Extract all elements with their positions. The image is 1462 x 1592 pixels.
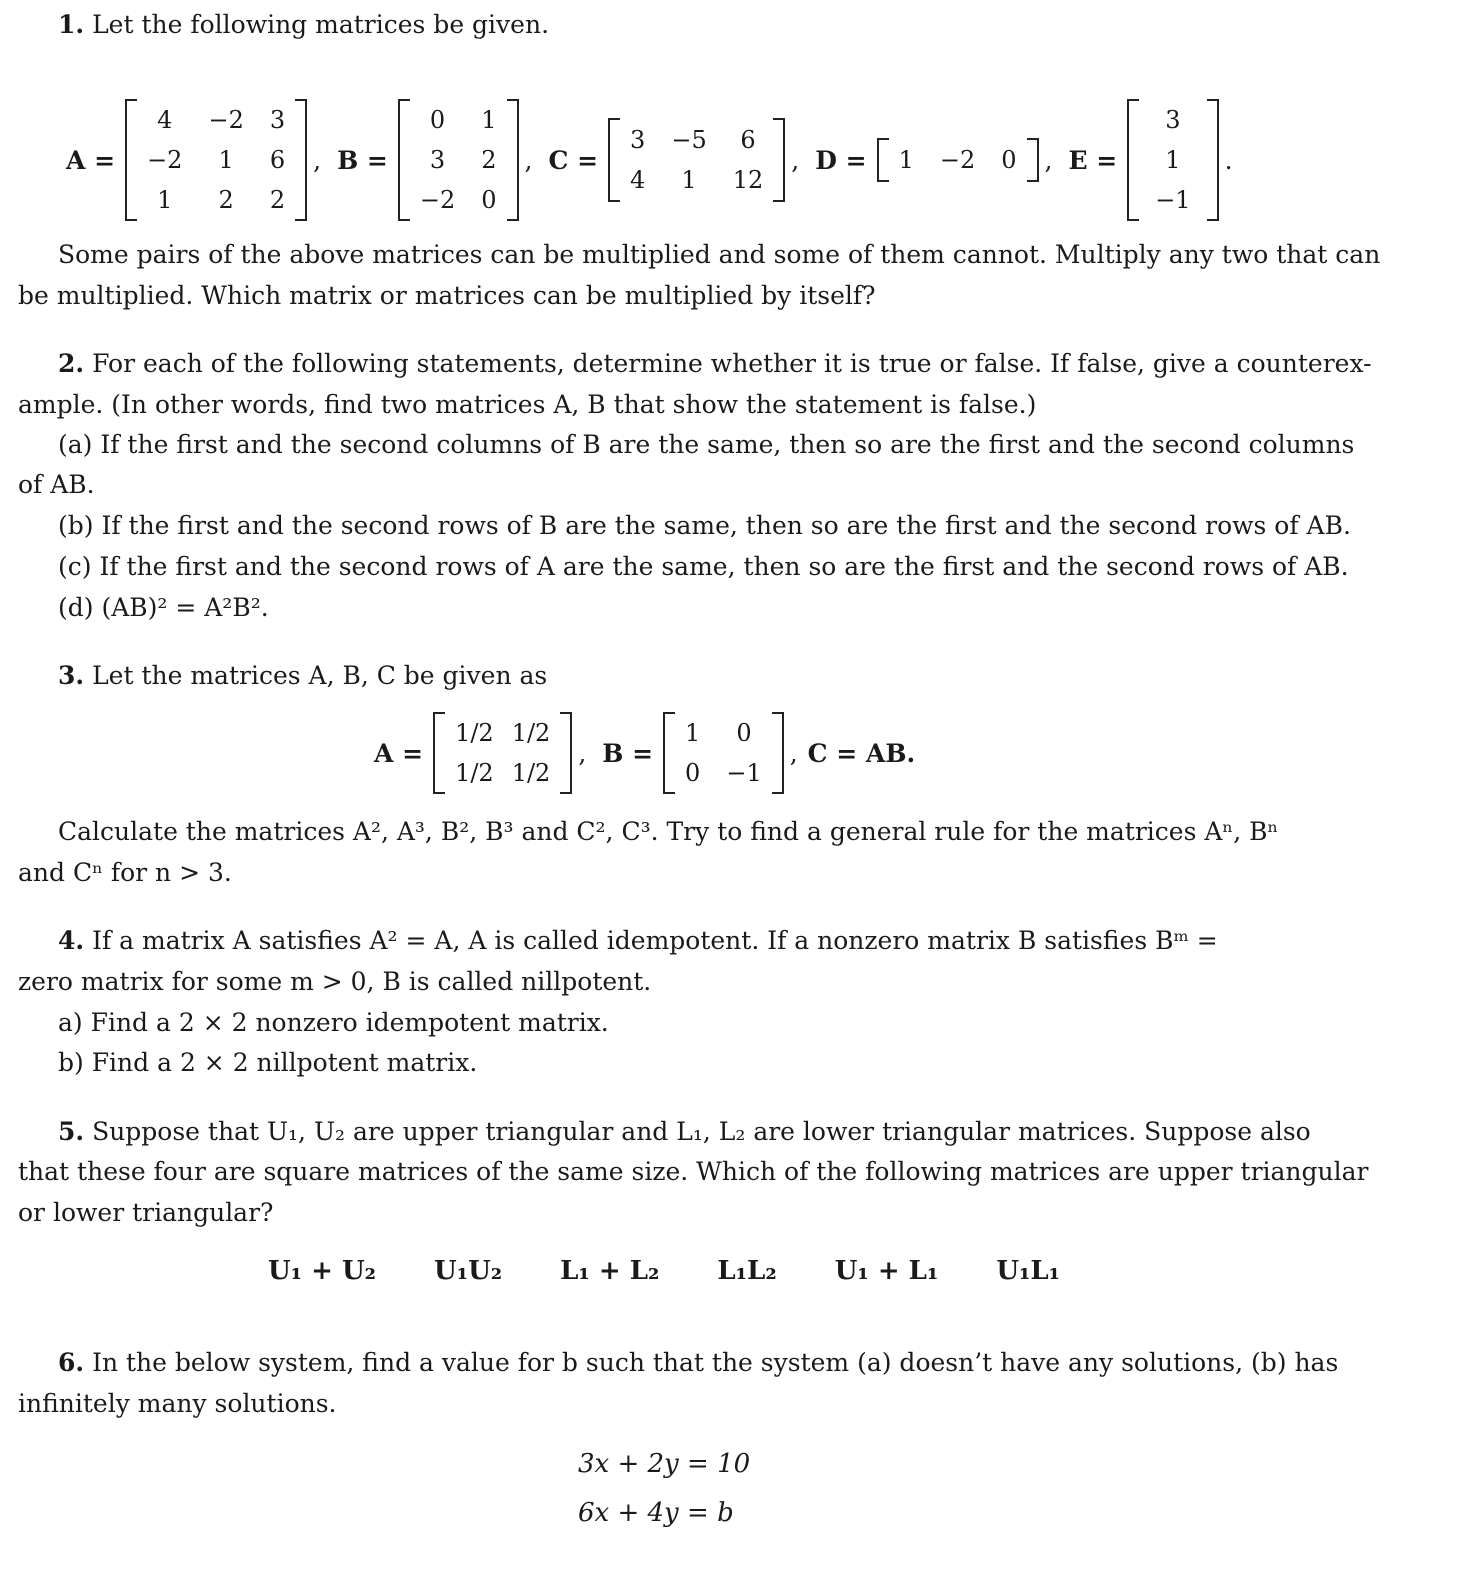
matrix-cell: 1 bbox=[681, 166, 697, 194]
matrix-label-d: D = bbox=[815, 145, 867, 175]
matrix-cell: 6 bbox=[269, 146, 286, 174]
problem-2-part-c: (c) If the first and the second rows of A are the same, then so are the first and the second rows of AB. bbox=[58, 552, 1349, 581]
problem-number: 4. bbox=[58, 926, 85, 955]
matrix-a-half bbox=[433, 712, 572, 794]
matrix-cell: −2 bbox=[208, 106, 244, 134]
matrix-cell: 0 bbox=[481, 186, 497, 214]
problem-3-intro bbox=[58, 659, 1312, 693]
matrix-cell: 4 bbox=[630, 166, 646, 194]
problem-1-intro bbox=[58, 8, 1312, 42]
matrix-cell: 0 bbox=[429, 106, 446, 134]
matrix-label-c: C = bbox=[548, 145, 599, 175]
matrix-cell: 1/2 bbox=[455, 759, 494, 787]
product-expression: U₁U₂ bbox=[434, 1256, 503, 1286]
matrix-cell: 2 bbox=[481, 146, 497, 174]
matrix-cell: 2 bbox=[218, 186, 234, 214]
matrix-cell: 2 bbox=[269, 186, 286, 214]
matrix-cell: −2 bbox=[939, 146, 976, 174]
problem-5-intro bbox=[58, 1115, 1312, 1149]
problem-6-intro bbox=[58, 1346, 1339, 1380]
matrix-a bbox=[125, 99, 307, 221]
matrix-cell: −5 bbox=[671, 126, 707, 154]
problem-2-intro bbox=[58, 347, 1372, 381]
matrix-cell: 12 bbox=[732, 166, 764, 194]
problem-2-part-a-2: of AB. bbox=[18, 470, 95, 499]
problem-text: In the below system, find a value for b such that the system (a) doesn’t have any solutions, (b) has bbox=[92, 1348, 1339, 1377]
product-expression: U₁ + U₂ bbox=[268, 1256, 377, 1286]
matrix-definitions-row: A = 4 −2 3 −2 1 6 1 2 2 , B = 0 1 3 2 −2 0 , C = 3 −5 6 4 1 12 , D = 1 −2 0 , E = 3 1 −1 . bbox=[60, 98, 1243, 222]
matrix-cell: 3 bbox=[429, 146, 446, 174]
matrix-label-b: B = bbox=[337, 145, 388, 175]
matrix-label-b: B = bbox=[602, 738, 654, 768]
matrix-label-e: E = bbox=[1068, 145, 1118, 175]
problem-number: 1. bbox=[58, 10, 85, 39]
matrix-cell: 1 bbox=[685, 719, 701, 747]
problem-text: For each of the following statements, determine whether it is true or false. If false, give a counterex- bbox=[92, 349, 1372, 378]
matrix-c bbox=[608, 118, 785, 202]
matrix-cell: 4 bbox=[157, 106, 173, 134]
matrix-cell: 1/2 bbox=[511, 759, 551, 787]
matrix-cell: 1 bbox=[157, 186, 173, 214]
product-expression: L₁ + L₂ bbox=[560, 1256, 660, 1286]
problem-1-text-1: Some pairs of the above matrices can be multiplied and some of them cannot. Multiply any two that can bbox=[58, 240, 1381, 269]
matrix-cell: −1 bbox=[726, 759, 762, 787]
matrix-c-definition: C = AB. bbox=[807, 738, 916, 768]
problem-5-text-2: that these four are square matrices of the same size. Which of the following matrices are upper triangular bbox=[18, 1157, 1369, 1186]
problem-2-text-2: ample. (In other words, find two matrices A, B that show the statement is false.) bbox=[18, 390, 1037, 419]
matrix-b-diag bbox=[663, 712, 784, 794]
product-expression: L₁L₂ bbox=[717, 1256, 777, 1286]
matrix-cell: 1/2 bbox=[455, 719, 494, 747]
problem-text: If a matrix A satisfies A² = A, A is called idempotent. If a nonzero matrix B satisfies Bᵐ = bbox=[92, 926, 1218, 955]
matrix-d bbox=[877, 138, 1039, 182]
matrix-cell: 3 bbox=[630, 126, 646, 154]
matrix-cell: 6 bbox=[740, 126, 756, 154]
matrix-cell: −2 bbox=[147, 146, 183, 174]
matrix-e bbox=[1127, 99, 1218, 221]
problem-6-text-2: infinitely many solutions. bbox=[18, 1389, 337, 1418]
problem-5-text-3: or lower triangular? bbox=[18, 1198, 274, 1227]
problem-4-text-2: zero matrix for some m > 0, B is called nillpotent. bbox=[18, 967, 652, 996]
matrix-b bbox=[398, 99, 519, 221]
matrix-cell: 3 bbox=[1165, 106, 1181, 134]
matrix-cell: 1 bbox=[898, 146, 914, 174]
product-expression: U₁L₁ bbox=[996, 1256, 1061, 1286]
problem-3-text-2: and Cⁿ for n > 3. bbox=[18, 858, 232, 887]
problem-text: Let the matrices A, B, C be given as bbox=[92, 661, 548, 690]
problem-number: 6. bbox=[58, 1348, 85, 1377]
matrix-cell: 3 bbox=[269, 106, 286, 134]
problem-1-text-2: be multiplied. Which matrix or matrices can be multiplied by itself? bbox=[18, 281, 876, 310]
matrix-cell: −1 bbox=[1155, 186, 1191, 214]
problem-text: Suppose that U₁, U₂ are upper triangular and L₁, L₂ are lower triangular matrices. Suppose also bbox=[92, 1117, 1311, 1146]
problem-number: 2. bbox=[58, 349, 85, 378]
problem-3-matrices: A = 1/2 1/2 1/2 1/2 , B = 1 0 0 −1 , C = AB. bbox=[368, 710, 915, 796]
matrix-cell: 0 bbox=[685, 759, 701, 787]
problem-number: 3. bbox=[58, 661, 85, 690]
matrix-label-a: A = bbox=[374, 738, 424, 768]
problem-2-part-b: (b) If the first and the second rows of B are the same, then so are the first and the second rows of AB. bbox=[58, 511, 1351, 540]
problem-4-part-b: b) Find a 2 × 2 nillpotent matrix. bbox=[58, 1048, 478, 1077]
equation-1: 3x + 2y = 10 bbox=[578, 1449, 751, 1479]
problem-text: Let the following matrices be given. bbox=[92, 10, 550, 39]
matrix-cell: 1 bbox=[218, 146, 234, 174]
problem-4-part-a: a) Find a 2 × 2 nonzero idempotent matrix. bbox=[58, 1008, 609, 1037]
problem-2-part-a-1: (a) If the first and the second columns of B are the same, then so are the first and the second columns bbox=[58, 430, 1355, 459]
problem-number: 5. bbox=[58, 1117, 85, 1146]
matrix-label-a: A = bbox=[66, 145, 116, 175]
matrix-cell: 1 bbox=[1165, 146, 1181, 174]
product-expression: U₁ + L₁ bbox=[834, 1256, 939, 1286]
matrix-cell: −2 bbox=[419, 186, 456, 214]
matrix-cell: 0 bbox=[1001, 146, 1017, 174]
matrix-cell: 1 bbox=[481, 106, 497, 134]
matrix-cell: 0 bbox=[736, 719, 752, 747]
problem-3-text-1: Calculate the matrices A², A³, B², B³ and C², C³. Try to find a general rule for the matrices Aⁿ, Bⁿ bbox=[58, 817, 1279, 846]
equation-2: 6x + 4y = b bbox=[578, 1498, 734, 1528]
matrix-products-list bbox=[268, 1256, 1060, 1286]
matrix-cell: 1/2 bbox=[511, 719, 551, 747]
problem-2-part-d: (d) (AB)² = A²B². bbox=[58, 593, 269, 622]
problem-4-intro bbox=[58, 924, 1312, 958]
